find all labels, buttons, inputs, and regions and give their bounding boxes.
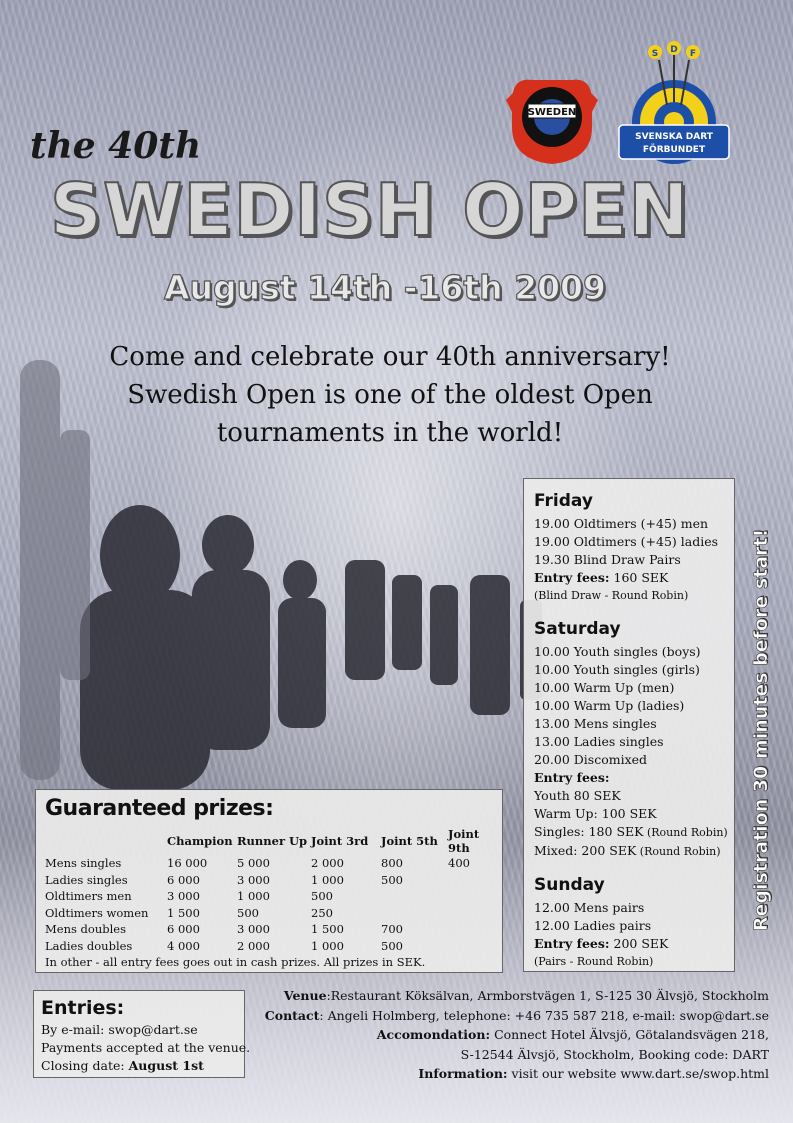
table-cell: 3 000 <box>237 872 270 887</box>
entry-fee-value: Warm Up: 100 SEK <box>534 806 657 821</box>
tagline-line: Come and celebrate our 40th anniversary! <box>109 342 671 372</box>
venue-line <box>250 986 769 1006</box>
schedule-item: 19.00 Oldtimers (+45) men <box>534 516 709 531</box>
schedule-item: 10.00 Warm Up (men) <box>534 680 675 695</box>
accommodation-line-2: S-12544 Älvsjö, Stockholm, Booking code: DART <box>460 1046 769 1062</box>
information-line <box>250 1064 769 1084</box>
table-row <box>45 905 498 922</box>
table-cell: 500 <box>381 872 403 887</box>
table-row <box>45 855 498 872</box>
table-cell: 1 000 <box>237 889 270 904</box>
entry-fee-value: 160 SEK <box>609 570 669 585</box>
table-cell: Mens doubles <box>45 922 126 937</box>
day-heading: Saturday <box>534 619 621 639</box>
column-header: Champion <box>167 834 233 848</box>
schedule-item: 19.00 Oldtimers (+45) ladies <box>534 534 719 549</box>
table-cell <box>448 938 498 955</box>
schedule-item: 10.00 Youth singles (boys) <box>534 644 701 659</box>
tagline <box>95 338 685 452</box>
fee-singles-note: (Round Robin) <box>643 826 728 839</box>
table-cell: Mens singles <box>45 856 122 871</box>
schedule-item: 12.00 Ladies pairs <box>534 918 652 933</box>
table-cell: 2 000 <box>311 856 344 871</box>
schedule-item: 10.00 Youth singles (girls) <box>534 662 700 677</box>
table-cell: 800 <box>381 856 403 871</box>
schedule-item: 13.00 Mens singles <box>534 716 657 731</box>
table-cell: 5 000 <box>237 856 270 871</box>
table-cell: 16 000 <box>167 856 208 871</box>
table-cell: Ladies doubles <box>45 938 133 953</box>
table-row <box>45 888 498 905</box>
prizes-note: In other - all entry fees goes out in cash prizes. All prizes in SEK. <box>45 955 426 969</box>
day-heading: Friday <box>534 491 593 511</box>
table-cell: 4 000 <box>167 938 200 953</box>
accommodation-label: Accomondation: <box>376 1027 491 1042</box>
table-cell <box>381 905 448 922</box>
prize-table <box>45 827 498 954</box>
entry-fee-value <box>534 842 734 861</box>
table-cell: 250 <box>311 905 333 920</box>
table-cell: 6 000 <box>167 872 200 887</box>
entry-fee-label: Entry fees: <box>534 570 610 585</box>
registration-note-text: Registration 30 minutes before start! <box>750 528 772 932</box>
entry-fee <box>534 569 734 587</box>
schedule-note: (Pairs - Round Robin) <box>534 955 654 968</box>
prizes-heading: Guaranteed prizes: <box>45 796 274 821</box>
column-header: Runner Up <box>237 834 308 848</box>
venue-text: :Restaurant Köksälvan, Armborstvägen 1, S-125 30 Älvsjö, Stockholm <box>326 988 769 1003</box>
table-cell: Ladies singles <box>45 872 128 887</box>
table-row <box>45 938 498 955</box>
entry-fee <box>534 769 734 787</box>
venue-info <box>250 986 769 1084</box>
table-cell: 400 <box>448 856 470 871</box>
accommodation-line <box>250 1025 769 1045</box>
table-cell: 500 <box>311 889 333 904</box>
entry-fee <box>534 935 734 953</box>
wdf-logo-text: SWEDEN <box>527 107 577 118</box>
tagline-line: tournaments in the world! <box>216 418 564 448</box>
table-cell: 500 <box>237 905 259 920</box>
sdf-logo <box>617 40 732 170</box>
entries-heading: Entries: <box>41 997 125 1019</box>
entries-box <box>33 990 251 1078</box>
table-cell: 500 <box>381 938 403 953</box>
day-heading: Sunday <box>534 875 605 895</box>
anniversary-subtitle: the 40th <box>30 125 202 167</box>
saturday-block <box>534 619 734 861</box>
entries-email: By e-mail: swop@dart.se <box>41 1022 198 1037</box>
table-cell <box>448 921 498 938</box>
tagline-line: Swedish Open is one of the oldest Open <box>127 380 653 410</box>
wdf-sweden-logo <box>502 72 602 167</box>
prize-table-header <box>45 827 498 855</box>
column-header: Joint 9th <box>448 827 480 855</box>
table-cell: 700 <box>381 922 403 937</box>
sunday-block <box>534 875 734 971</box>
schedule-note: (Blind Draw - Round Robin) <box>534 589 689 602</box>
table-cell: 1 000 <box>311 872 344 887</box>
sdf-letter-d: D <box>670 45 678 55</box>
event-dates: August 14th -16th 2009 <box>164 268 606 307</box>
entries-payment: Payments accepted at the venue. <box>41 1040 251 1055</box>
information-label: Information: <box>418 1066 508 1081</box>
schedule-item: 10.00 Warm Up (ladies) <box>534 698 685 713</box>
schedule-item: 12.00 Mens pairs <box>534 900 645 915</box>
contact-label: Contact <box>264 1007 320 1023</box>
entry-fee-value <box>534 823 734 842</box>
column-header: Joint 5th <box>381 834 438 848</box>
registration-note <box>739 490 783 970</box>
contact-line <box>250 1006 769 1026</box>
page-title: SWEDISH OPEN <box>50 168 690 252</box>
closing-date: August 1st <box>128 1058 204 1073</box>
schedule-box <box>523 478 735 972</box>
table-cell <box>448 872 498 889</box>
table-cell: 1 500 <box>311 922 344 937</box>
sdf-banner-line1: SVENSKA DART <box>635 132 713 142</box>
sdf-letter-s: S <box>651 49 659 59</box>
table-cell: 6 000 <box>167 922 200 937</box>
table-row <box>45 872 498 889</box>
table-cell: 1 500 <box>167 905 200 920</box>
table-cell: Oldtimers men <box>45 889 132 904</box>
fee-singles: Singles: 180 SEK <box>534 824 644 839</box>
entry-fee-value: Youth 80 SEK <box>534 788 621 803</box>
contact-text: : Angeli Holmberg, telephone: +46 735 587 218, e-mail: swop@dart.se <box>319 1007 769 1023</box>
entry-fee-value: 200 SEK <box>609 936 669 951</box>
closing-date-label: Closing date: <box>41 1058 129 1073</box>
fee-mixed: Mixed: 200 SEK <box>534 843 637 858</box>
column-header: Joint 3rd <box>311 834 369 848</box>
table-cell: 3 000 <box>237 922 270 937</box>
schedule-item: 19.30 Blind Draw Pairs <box>534 552 681 567</box>
sdf-banner-line2: FÖRBUNDET <box>642 145 706 155</box>
table-cell: 1 000 <box>311 938 344 953</box>
column-header <box>45 827 167 855</box>
schedule-item: 20.00 Discomixed <box>534 752 648 767</box>
table-cell <box>448 888 498 905</box>
information-text: visit our website www.dart.se/swop.html <box>507 1066 769 1081</box>
entry-fee-label: Entry fees: <box>534 770 610 785</box>
table-cell <box>448 905 498 922</box>
sdf-letter-f: F <box>689 49 697 59</box>
table-cell <box>381 888 448 905</box>
venue-label: Venue <box>283 988 327 1003</box>
schedule-item: 13.00 Ladies singles <box>534 734 664 749</box>
table-row <box>45 921 498 938</box>
table-cell: 3 000 <box>167 889 200 904</box>
table-cell: 2 000 <box>237 938 270 953</box>
friday-block <box>534 491 734 605</box>
prizes-box <box>35 789 503 973</box>
fee-mixed-note: (Round Robin) <box>636 845 721 858</box>
entries-closing <box>41 1057 244 1075</box>
accommodation-text: Connect Hotel Älvsjö, Götalandsvägen 218, <box>490 1027 769 1042</box>
entry-fee-label: Entry fees: <box>534 936 610 951</box>
table-cell: Oldtimers women <box>45 905 149 920</box>
